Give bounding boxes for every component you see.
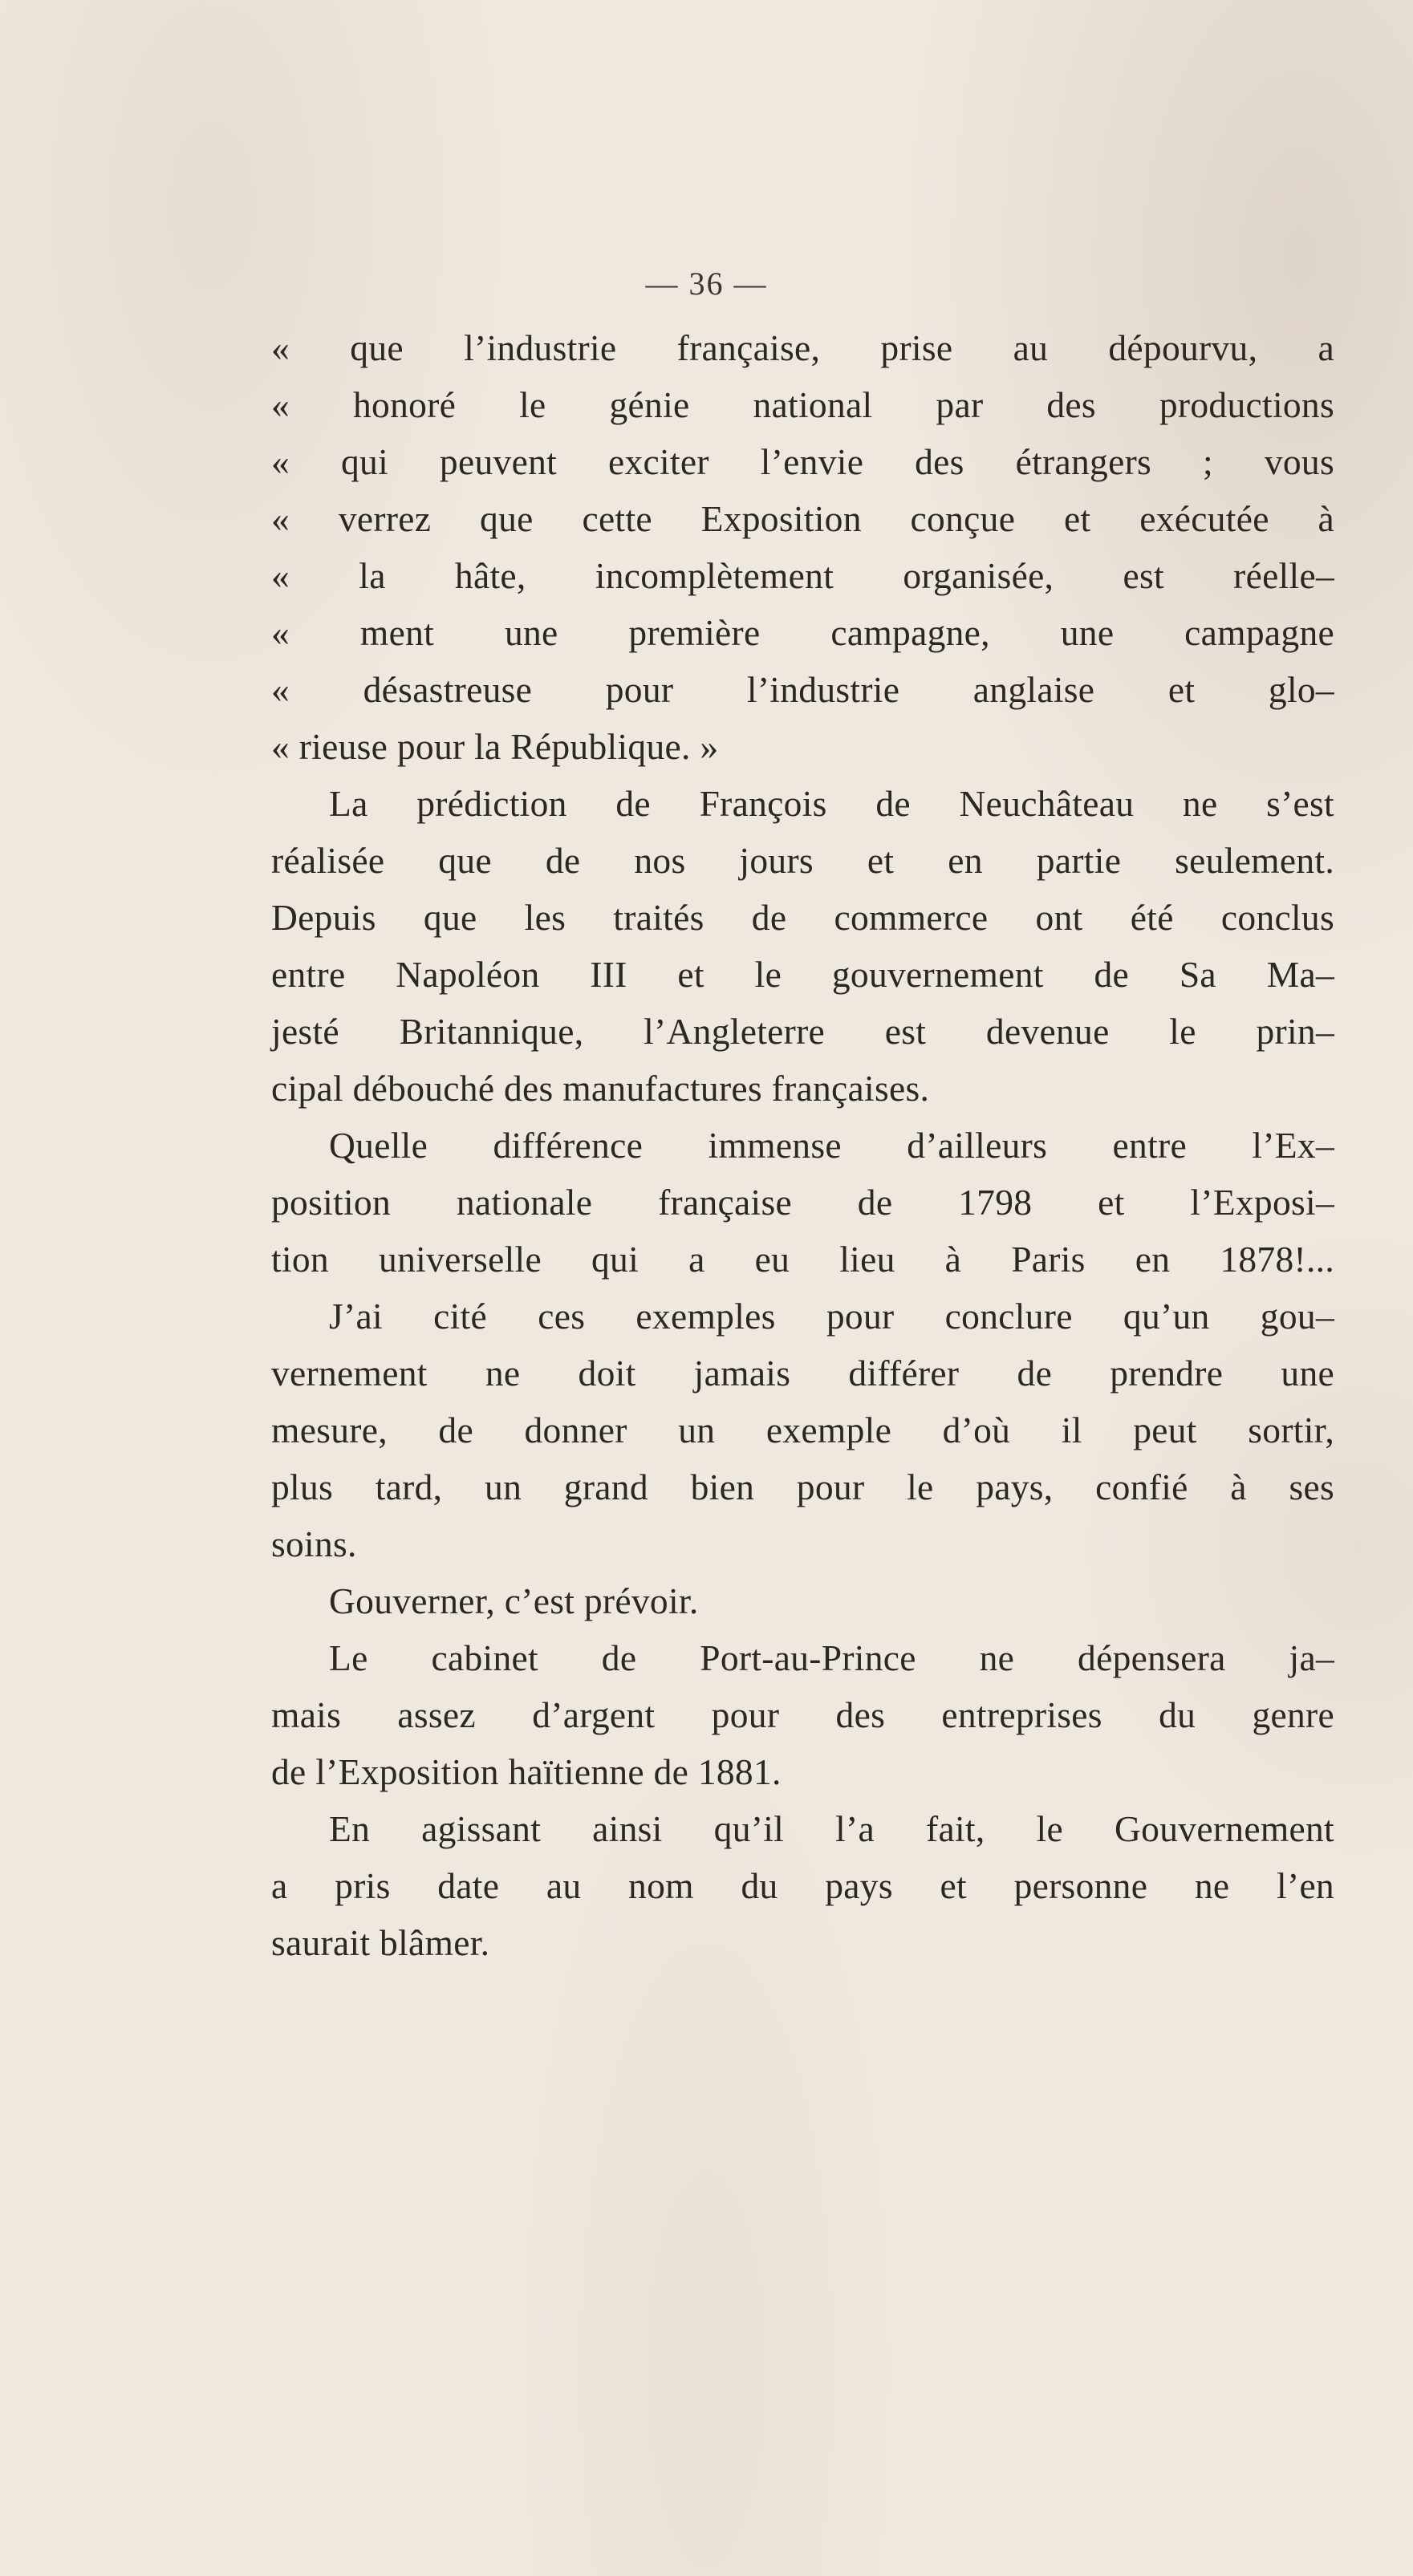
text-line: a pris date au nom du pays et personne ne l’en	[271, 1865, 1334, 1906]
text-line: cipal débouché des manufactures françaises.	[271, 1068, 930, 1109]
page-number: — 36 —	[645, 266, 768, 302]
text-line: Depuis que les traités de commerce ont été conclus	[271, 897, 1334, 938]
text-line: « qui peuvent exciter l’envie des étrangers ; vous	[271, 441, 1334, 482]
text-line: « verrez que cette Exposition conçue et exécutée à	[271, 498, 1334, 539]
text-line: entre Napoléon III et le gouvernement de Sa Ma–	[271, 954, 1334, 995]
text-line: « rieuse pour la République. »	[271, 726, 719, 767]
text-line: « désastreuse pour l’industrie anglaise et glo–	[271, 669, 1334, 710]
text-line: soins.	[271, 1523, 357, 1564]
body-text	[271, 319, 1334, 1971]
text-line: En agissant ainsi qu’il l’a fait, le Gouvernement	[329, 1808, 1334, 1849]
text-line: mais assez d’argent pour des entreprises du genre	[271, 1694, 1334, 1735]
text-line: « honoré le génie national par des productions	[271, 384, 1334, 425]
text-line: réalisée que de nos jours et en partie seulement.	[271, 840, 1334, 881]
text-line: « ment une première campagne, une campagne	[271, 612, 1334, 653]
text-line: Gouverner, c’est prévoir.	[329, 1580, 699, 1621]
text-line: mesure, de donner un exemple d’où il peut sortir,	[271, 1410, 1334, 1450]
text-line: tion universelle qui a eu lieu à Paris en 1878!...	[271, 1239, 1334, 1280]
text-line: Le cabinet de Port-au-Prince ne dépensera ja–	[329, 1637, 1334, 1678]
text-line: plus tard, un grand bien pour le pays, confié à ses	[271, 1466, 1334, 1507]
text-line: position nationale française de 1798 et l’Exposi–	[271, 1182, 1334, 1223]
text-line: Quelle différence immense d’ailleurs entre l’Ex–	[329, 1125, 1334, 1166]
text-line: « la hâte, incomplètement organisée, est réelle–	[271, 555, 1334, 596]
text-line: de l’Exposition haïtienne de 1881.	[271, 1751, 782, 1792]
text-line: saurait blâmer.	[271, 1922, 490, 1963]
text-line: La prédiction de François de Neuchâteau ne s’est	[329, 783, 1334, 824]
text-line: vernement ne doit jamais différer de prendre une	[271, 1353, 1334, 1393]
text-line: J’ai cité ces exemples pour conclure qu’un gou–	[329, 1296, 1334, 1337]
text-line: « que l’industrie française, prise au dépourvu, a	[271, 327, 1334, 368]
text-line: jesté Britannique, l’Angleterre est devenue le prin–	[271, 1011, 1334, 1052]
